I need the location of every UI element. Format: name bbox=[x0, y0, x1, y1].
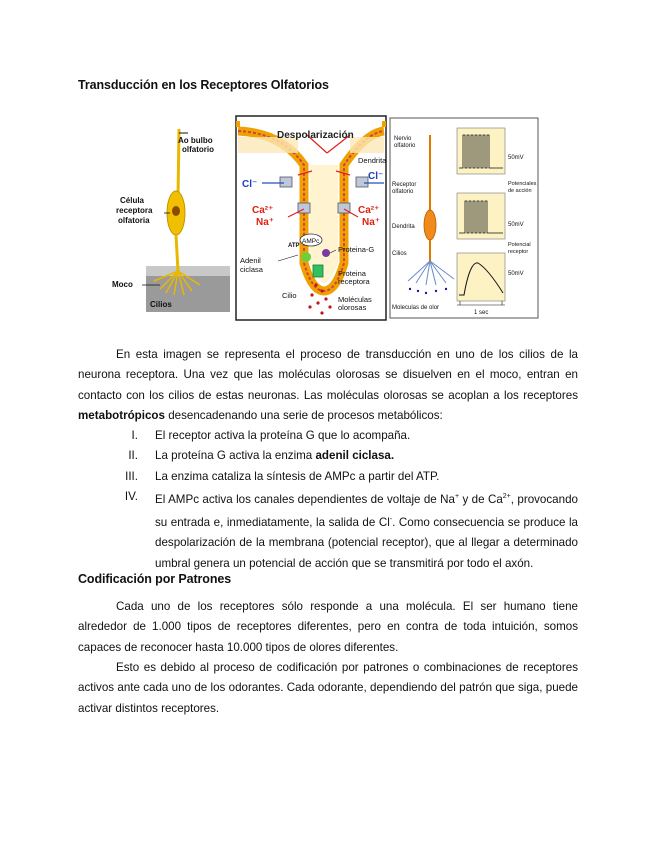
svg-text:olfatorio: olfatorio bbox=[394, 143, 416, 149]
svg-text:AMPc: AMPc bbox=[302, 238, 320, 245]
svg-text:Cl⁻: Cl⁻ bbox=[242, 179, 258, 190]
potentials-panel bbox=[390, 118, 538, 318]
svg-text:Dendrita: Dendrita bbox=[358, 156, 387, 165]
svg-text:Receptor: Receptor bbox=[392, 182, 417, 188]
svg-text:Potencial: Potencial bbox=[508, 242, 531, 248]
svg-text:Despolarización: Despolarización bbox=[277, 130, 354, 141]
svg-text:Proteina-G: Proteina-G bbox=[338, 245, 375, 254]
svg-text:Proteina: Proteina bbox=[338, 269, 366, 278]
svg-text:olfatorio: olfatorio bbox=[392, 189, 414, 195]
svg-text:ciclasa: ciclasa bbox=[240, 265, 263, 274]
svg-text:ATP: ATP bbox=[288, 243, 300, 249]
list-item: II. La proteína G activa la enzima adenil ciclasa. bbox=[128, 449, 395, 463]
process-list bbox=[78, 426, 578, 574]
paragraph-intro: En esta imagen se representa el proceso de transducción en uno de los cilios de la neurona receptora. Una vez que las moléculas olorosas se disuelven en el moco, entran en contacto con los cilios de estas neuronas. Las moléculas olorosas se acoplan a los receptores metabotrópicos desencadenando una serie de procesos metabólicos: bbox=[78, 348, 578, 422]
svg-text:Cl⁻: Cl⁻ bbox=[368, 171, 384, 182]
svg-text:Nervio: Nervio bbox=[394, 136, 412, 142]
paragraph-receptors: Cada uno de los receptores sólo responde a una molécula. El ser humano tiene alrededor de 1.000 tipos de receptores diferentes, pero en contra de toda intuición, somos capaces de reconocer hasta 10.000 tipos de olores diferentes. bbox=[78, 600, 578, 654]
svg-text:Adenil: Adenil bbox=[240, 256, 261, 265]
svg-text:Moleculas de olor: Moleculas de olor bbox=[392, 305, 440, 311]
svg-text:Moco: Moco bbox=[112, 280, 133, 289]
svg-text:receptora: receptora bbox=[338, 277, 370, 286]
svg-text:Ao bulbo: Ao bulbo bbox=[178, 136, 213, 145]
svg-text:1 sec: 1 sec bbox=[474, 310, 489, 316]
svg-text:Cilios: Cilios bbox=[150, 300, 172, 309]
svg-text:50mV: 50mV bbox=[508, 155, 524, 161]
receptor-cell-panel bbox=[112, 129, 230, 312]
section-title-transduccion: Transducción en los Receptores Olfatorios bbox=[78, 78, 329, 92]
svg-text:Ca²⁺: Ca²⁺ bbox=[358, 205, 380, 216]
list-item: I. El receptor activa la proteína G que lo acompaña. bbox=[131, 429, 411, 442]
svg-text:50mV: 50mV bbox=[508, 222, 524, 228]
svg-text:olorosas: olorosas bbox=[338, 303, 367, 312]
svg-text:receptora: receptora bbox=[116, 206, 153, 215]
list-item: III. La enzima cataliza la síntesis de AMPc a partir del ATP. bbox=[125, 469, 440, 483]
svg-text:Cilio: Cilio bbox=[282, 291, 297, 300]
paragraph-patterns: Esto es debido al proceso de codificación por patrones o combinaciones de receptores activos ante cada uno de los odorantes. Cada odorante, dependiendo del patrón que siga, puede activar distintos receptores. bbox=[78, 661, 578, 715]
svg-text:Moléculas: Moléculas bbox=[338, 295, 372, 304]
svg-text:Dendrita: Dendrita bbox=[392, 224, 415, 230]
olfactory-transduction-figure bbox=[112, 113, 542, 329]
cilium-detail-panel bbox=[236, 116, 387, 320]
svg-text:Na⁺: Na⁺ bbox=[256, 217, 275, 228]
svg-text:Na⁺: Na⁺ bbox=[362, 217, 381, 228]
list-item: IV. El AMPc activa los canales dependientes de voltaje de Na+ y de $Ca^{2+}$, provocando su entrada e, inmediatamente, la salida de Cl-. Como consecuencia se produce la despolarización de la membrana (potencial receptor), que al llegar a determinado umbral genera un potencial de acción que se transmitirá por todo el axón. bbox=[124, 489, 579, 570]
svg-text:Célula: Célula bbox=[120, 196, 145, 205]
svg-text:Ca²⁺: Ca²⁺ bbox=[252, 205, 274, 216]
svg-text:50mV: 50mV bbox=[508, 271, 524, 277]
svg-text:olfatoria: olfatoria bbox=[118, 216, 150, 225]
svg-text:olfatorio: olfatorio bbox=[182, 145, 214, 154]
section-title-codificacion: Codificación por Patrones bbox=[78, 572, 232, 586]
svg-text:de acción: de acción bbox=[508, 188, 532, 194]
svg-text:Cilios: Cilios bbox=[392, 251, 407, 257]
svg-text:Potenciales: Potenciales bbox=[508, 181, 537, 187]
svg-text:receptor: receptor bbox=[508, 249, 529, 255]
